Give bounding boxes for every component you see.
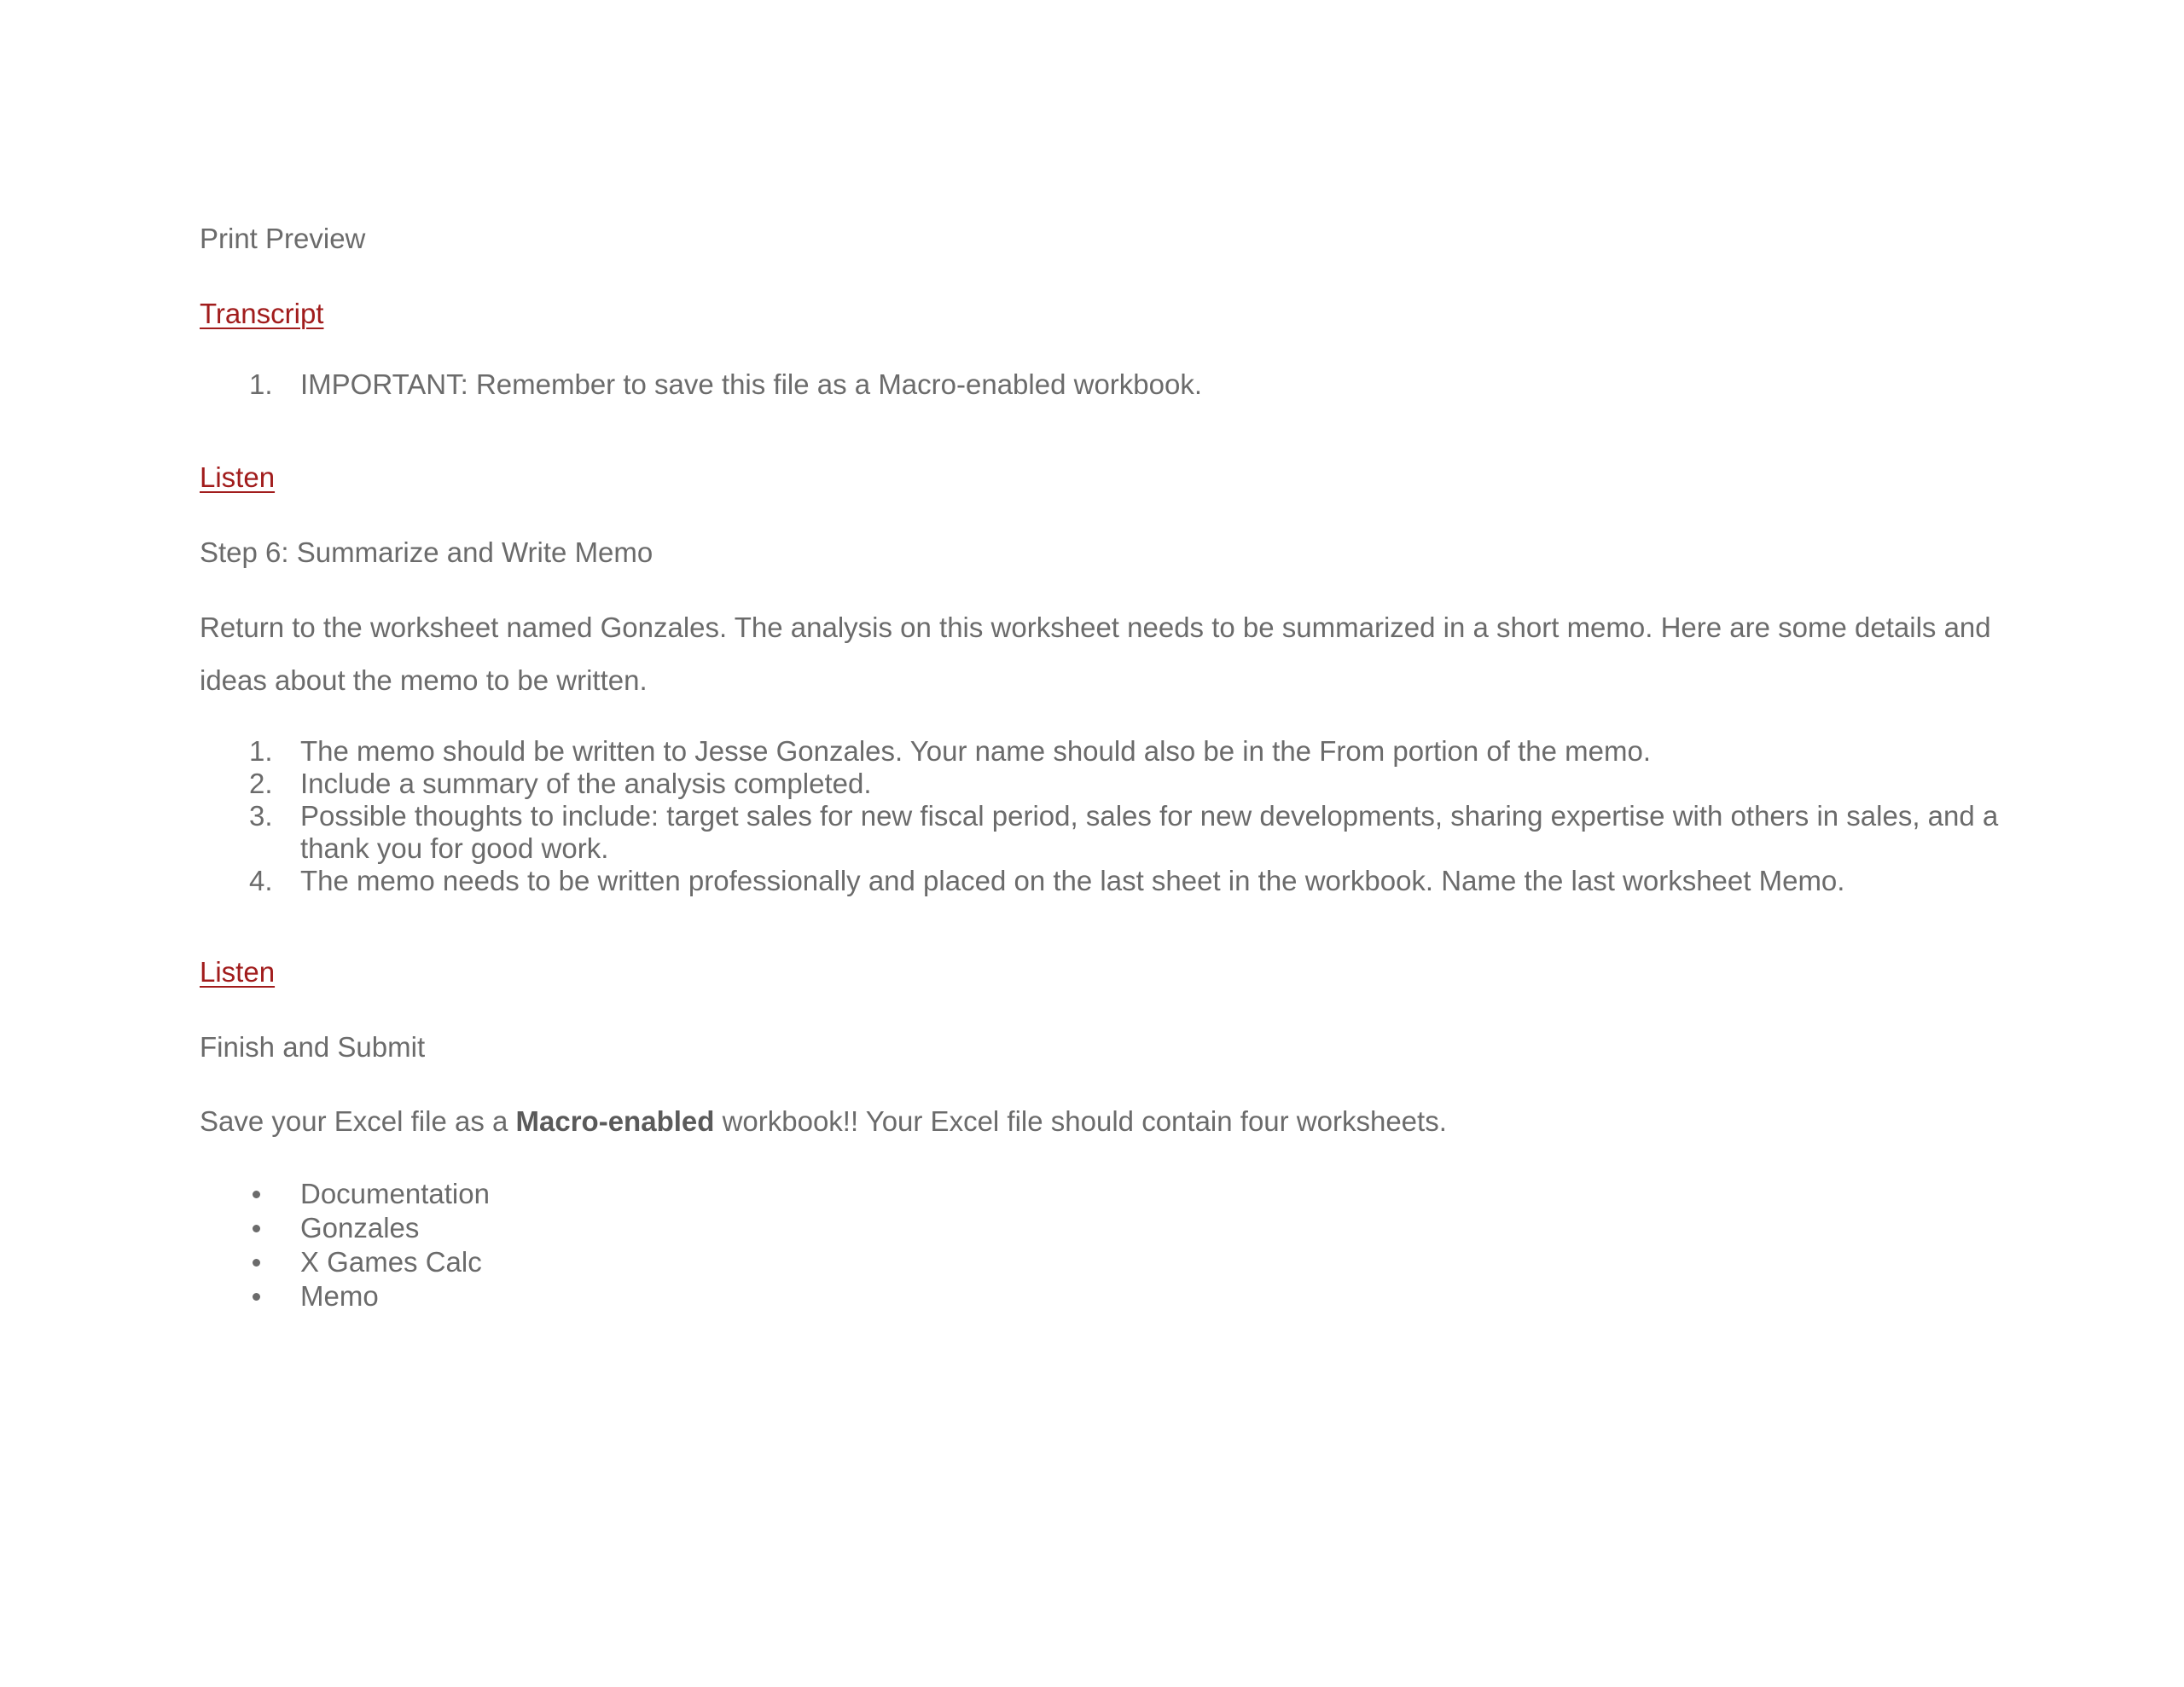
list-item xyxy=(200,1245,2008,1279)
step6-intro: Return to the worksheet named Gonzales. The analysis on this worksheet needs to be summarized in a short memo. Here are some details and ideas about the memo to be written. xyxy=(200,612,1991,696)
list-number: 2. xyxy=(249,768,273,799)
list-number: 4. xyxy=(249,865,273,896)
list-item xyxy=(200,865,2008,897)
important-list xyxy=(200,368,2008,401)
memo-details-list xyxy=(200,735,2008,897)
bullet-icon xyxy=(253,1259,260,1267)
listen-link-text[interactable]: Listen xyxy=(200,956,276,988)
list-item-text: The memo should be written to Jesse Gonzales. Your name should also be in the From portion of the memo. xyxy=(300,735,1652,767)
save-instruction-prefix: Save your Excel file as a xyxy=(200,1105,516,1137)
list-item-text: Gonzales xyxy=(300,1212,420,1244)
step6-heading: Step 6: Summarize and Write Memo xyxy=(200,536,653,568)
list-item xyxy=(200,800,2008,865)
list-item xyxy=(200,768,2008,800)
list-item-text: Include a summary of the analysis completed. xyxy=(300,768,872,799)
save-instruction xyxy=(200,1104,1447,1139)
listen-link-text[interactable]: Listen xyxy=(200,461,276,493)
bullet-icon xyxy=(253,1191,260,1198)
list-item xyxy=(200,1279,2008,1313)
list-number: 1. xyxy=(249,735,273,767)
list-item-text: The memo needs to be written professionally and placed on the last sheet in the workbook. Name the last worksheet Memo. xyxy=(300,865,1845,896)
list-item xyxy=(200,735,2008,768)
list-number: 1. xyxy=(249,368,273,400)
list-item-text: Documentation xyxy=(300,1178,490,1209)
transcript-link-text[interactable]: Transcript xyxy=(200,298,324,329)
list-number: 3. xyxy=(249,800,273,832)
list-item xyxy=(200,1211,2008,1245)
list-item-text: IMPORTANT: Remember to save this file as a Macro-enabled workbook. xyxy=(300,368,1203,400)
save-instruction-suffix: workbook!! Your Excel file should contain four worksheets. xyxy=(714,1105,1447,1137)
bullet-icon xyxy=(253,1293,260,1301)
transcript-link[interactable] xyxy=(200,297,323,331)
bullet-icon xyxy=(253,1225,260,1232)
list-item-text: Possible thoughts to include: target sales for new fiscal period, sales for new developments, sharing expertise with others in sales, and a thank you for good work. xyxy=(300,800,1999,864)
listen-link-finish[interactable] xyxy=(200,955,275,989)
worksheet-list xyxy=(200,1177,2008,1313)
finish-heading: Finish and Submit xyxy=(200,1031,426,1063)
list-item-text: Memo xyxy=(300,1280,379,1312)
save-instruction-bold: Macro-enabled xyxy=(515,1105,715,1137)
list-item xyxy=(200,1177,2008,1211)
listen-link-step6[interactable] xyxy=(200,461,275,495)
list-item xyxy=(200,368,2008,401)
page-title: Print Preview xyxy=(200,223,366,254)
list-item-text: X Games Calc xyxy=(300,1246,482,1278)
